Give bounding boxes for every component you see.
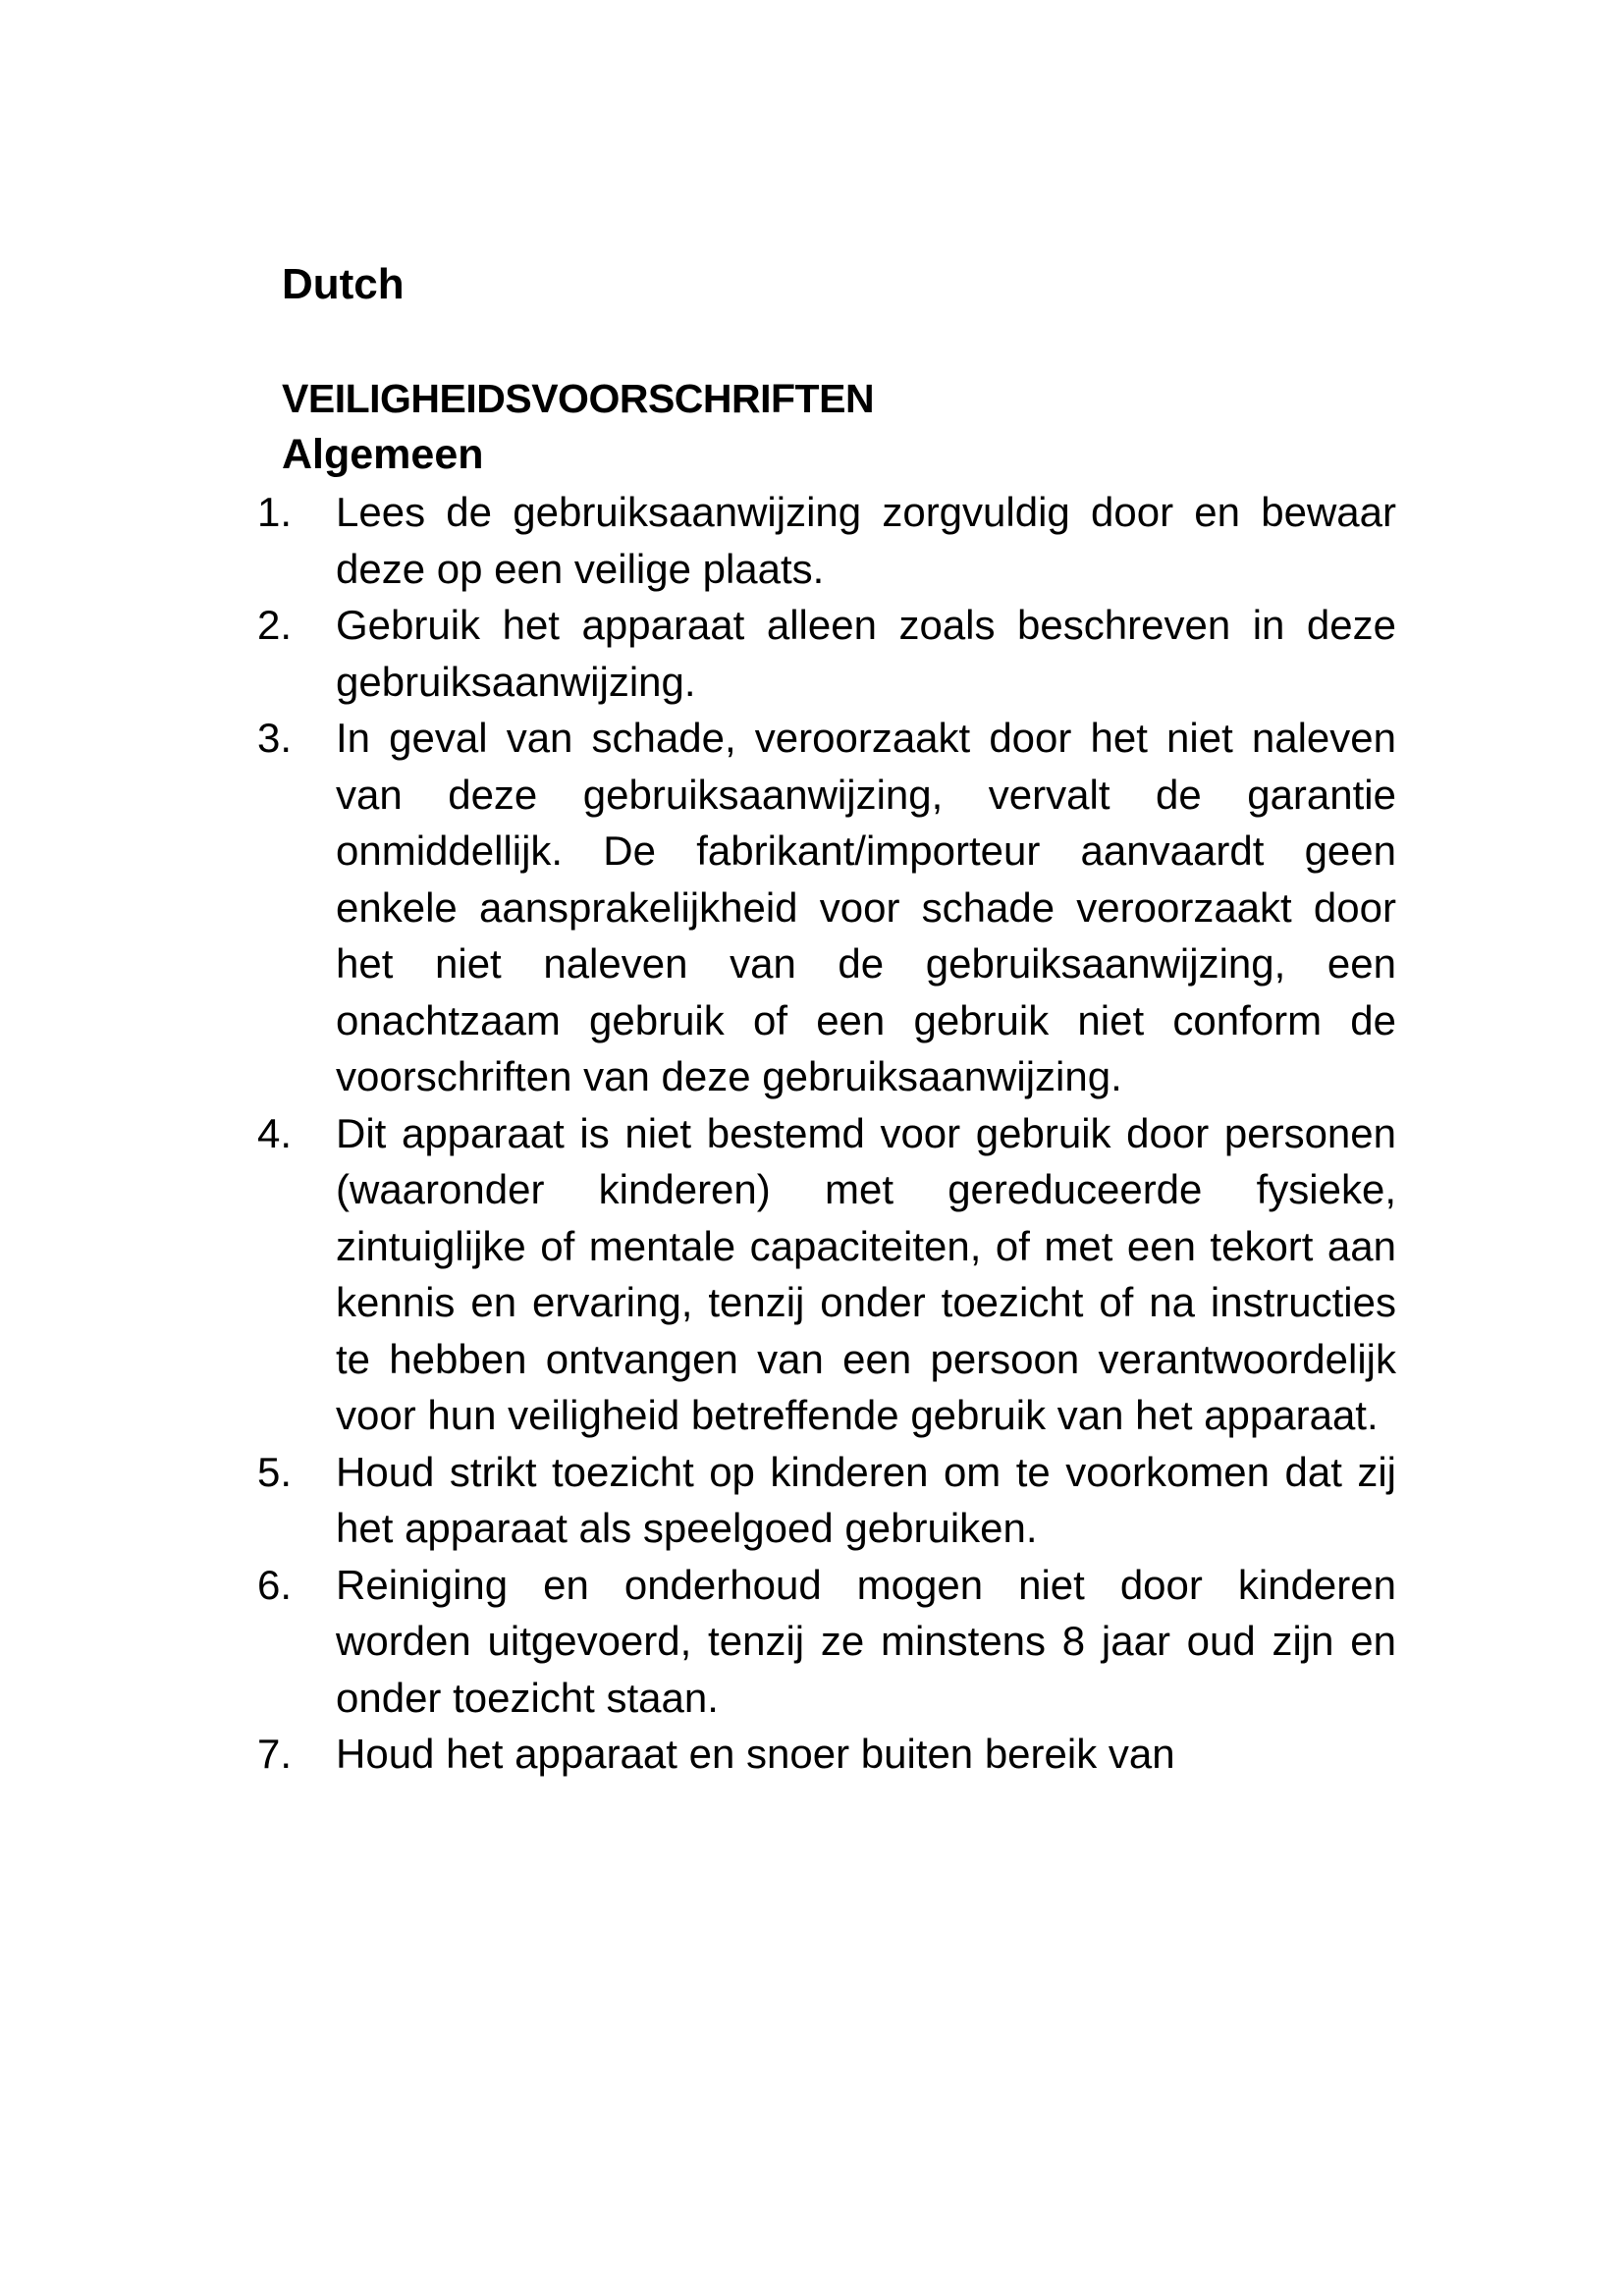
safety-rule-2 <box>257 597 1396 710</box>
rule-text: Dit apparaat is niet bestemd voor gebruik door personen (waaronder kinderen) met gereduceerde fysieke, zintuiglijke of mentale capaciteiten, of met een tekort aan kennis en ervaring, tenzij onder toezicht of na instructies te hebben ontvangen van een persoon verantwoordelijk voor hun veiligheid betreffende gebruik van het apparaat. <box>336 1109 1396 1438</box>
safety-rule-1 <box>257 484 1396 597</box>
safety-rules-list <box>257 484 1396 1783</box>
rule-number: 1. <box>257 489 293 535</box>
rule-number: 3. <box>257 715 293 761</box>
rule-number: 2. <box>257 602 293 648</box>
rule-text: Houd het apparaat en snoer buiten bereik van <box>336 1731 1175 1777</box>
rule-text: Reiniging en onderhoud mogen niet door kinderen worden uitgevoerd, tenzij ze minstens 8 jaar oud zijn en onder toezicht staan. <box>336 1561 1396 1721</box>
rule-text: Gebruik het apparaat alleen zoals beschreven in deze gebruiksaanwijzing. <box>336 602 1396 705</box>
safety-rule-4 <box>257 1105 1396 1444</box>
rule-number: 4. <box>257 1109 293 1156</box>
section-title: VEILIGHEIDSVOORSCHRIFTEN <box>282 376 875 421</box>
safety-rule-6 <box>257 1557 1396 1727</box>
subsection-title: Algemeen <box>282 431 484 478</box>
safety-rule-7 <box>257 1726 1396 1783</box>
safety-rule-5 <box>257 1444 1396 1557</box>
safety-rule-3 <box>257 710 1396 1105</box>
language-heading: Dutch <box>282 260 405 308</box>
rule-number: 6. <box>257 1561 293 1608</box>
rule-text: In geval van schade, veroorzaakt door het niet naleven van deze gebruiksaanwijzing, vervalt de garantie onmiddellijk. De fabrikant/importeur aanvaardt geen enkele aansprakelijkheid voor schade veroorzaakt door het niet naleven van de gebruiksaanwijzing, een onachtzaam gebruik of een gebruik niet conform de voorschriften van deze gebruiksaanwijzing. <box>336 715 1396 1099</box>
rule-text: Houd strikt toezicht op kinderen om te voorkomen dat zij het apparaat als speelgoed gebruiken. <box>336 1448 1396 1551</box>
rule-number: 5. <box>257 1448 293 1495</box>
rule-number: 7. <box>257 1731 293 1777</box>
rule-text: Lees de gebruiksaanwijzing zorgvuldig door en bewaar deze op een veilige plaats. <box>336 489 1396 592</box>
